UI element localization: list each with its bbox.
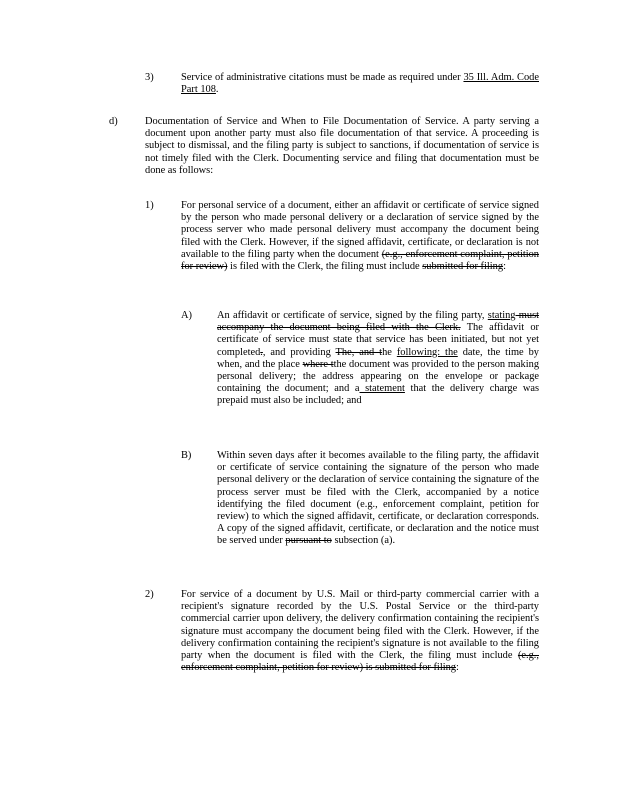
item-A-text-d: he — [382, 346, 397, 358]
item-B-text-b: subsection (a). — [331, 535, 396, 547]
item-A-deleted-3: The, and t — [335, 346, 383, 358]
item-A-text-a: An affidavit or certificate of service, signed by the filing party, — [217, 310, 488, 321]
item-A-text — [217, 310, 539, 408]
item-A-text-b: The affidavit or certificate of service must state that service has been initiated, but not yet completed — [217, 322, 539, 358]
item-3-text — [181, 72, 539, 96]
item-A-inserted-2: following: the — [396, 346, 458, 358]
item-A-label: A) — [181, 310, 192, 321]
item-B-label: B) — [181, 450, 192, 461]
item-1-text-b: is filed with the Clerk, the filing must include — [227, 261, 423, 273]
item-2-deleted-1: (e.g., enforcement complaint, petition for review) is submitted for filing — [181, 650, 539, 674]
section-d-label: d) — [109, 116, 118, 127]
item-A-inserted-1: stating — [487, 310, 516, 321]
item-1-text-a: For personal service of a document, either an affidavit or certificate of service signed by the person who made personal delivery or a declaration of service signed by the process server who made personal delivery must accompany the document being filed with the Clerk. However, if the signed affidavit, certificate, or declaration is not available to the filing party when the document — [181, 200, 539, 260]
item-3-pre: Service of administrative citations must be made as required under — [181, 72, 464, 83]
item-2-label: 2) — [145, 589, 154, 600]
item-A-text-c: , and providing — [262, 346, 336, 358]
item-B-text-a: Within seven days after it becomes available to the filing party, the affidavit or certificate of service containing the signature of the person who made personal delivery or the declaration of service containing the signature of the process server must be filed with the Clerk, accompanied by a notice identifying the filed document (e.g., enforcement complaint, petition for review) to which the signed affidavit, certificate, or declaration corresponds. A copy of the signed affidavit, certificate, or declaration and the notice must be served under — [217, 450, 539, 547]
item-1-text — [181, 200, 539, 273]
item-2-text-a: For service of a document by U.S. Mail or third-party commercial carrier with a recipient's signature recorded by the U.S. Postal Service or the third-party commercial carrier upon delivery, the delivery confirmation containing the recipient's signature must accompany the document being filed with the Clerk. However, if the delivery confirmation containing the recipient's signature is not available to the filing party when the document is filed with the Clerk, the filing must include — [181, 589, 539, 662]
item-1-text-c: : — [503, 261, 506, 273]
item-A-deleted-4: where t — [302, 358, 334, 370]
item-1-deleted-1: (e.g., enforcement complaint, petition for review) — [181, 248, 539, 273]
item-B-text — [217, 450, 539, 548]
item-2-text-b: : — [456, 662, 459, 674]
item-3-post: . — [215, 84, 219, 96]
item-A-inserted-3: statement — [359, 383, 405, 395]
item-1-deleted-2: submitted for filing — [422, 261, 504, 273]
item-2-text — [181, 589, 539, 674]
item-A-text-e: date, the time by when, and the place — [217, 346, 539, 370]
section-d-text: Documentation of Service and When to File Documentation of Service. A party serving a document upon another party must also file documentation of that service. A proceeding is subject to dismissal, and the filing party is subject to sanctions, if documentation of service is not timely filed with the Clerk. Documenting service and filing that documentation must be done as follows: — [145, 116, 539, 176]
item-3-inserted-text: 35 Ill. Adm. Code Part 108 — [181, 72, 539, 96]
item-1-label: 1) — [145, 200, 154, 211]
item-A-text-f: the document was provided to the person making personal delivery; the address appearing on the envelope or package containing the document; and a — [217, 358, 540, 395]
item-3-label: 3) — [145, 72, 154, 83]
item-A-text-g: that the delivery charge was prepaid must also be included; and — [217, 383, 539, 407]
item-A-deleted-1: must accompany the document being filed with the Clerk. — [217, 310, 539, 334]
item-B-deleted-1: pursuant to — [285, 535, 332, 547]
item-A-deleted-2: . — [260, 346, 263, 358]
